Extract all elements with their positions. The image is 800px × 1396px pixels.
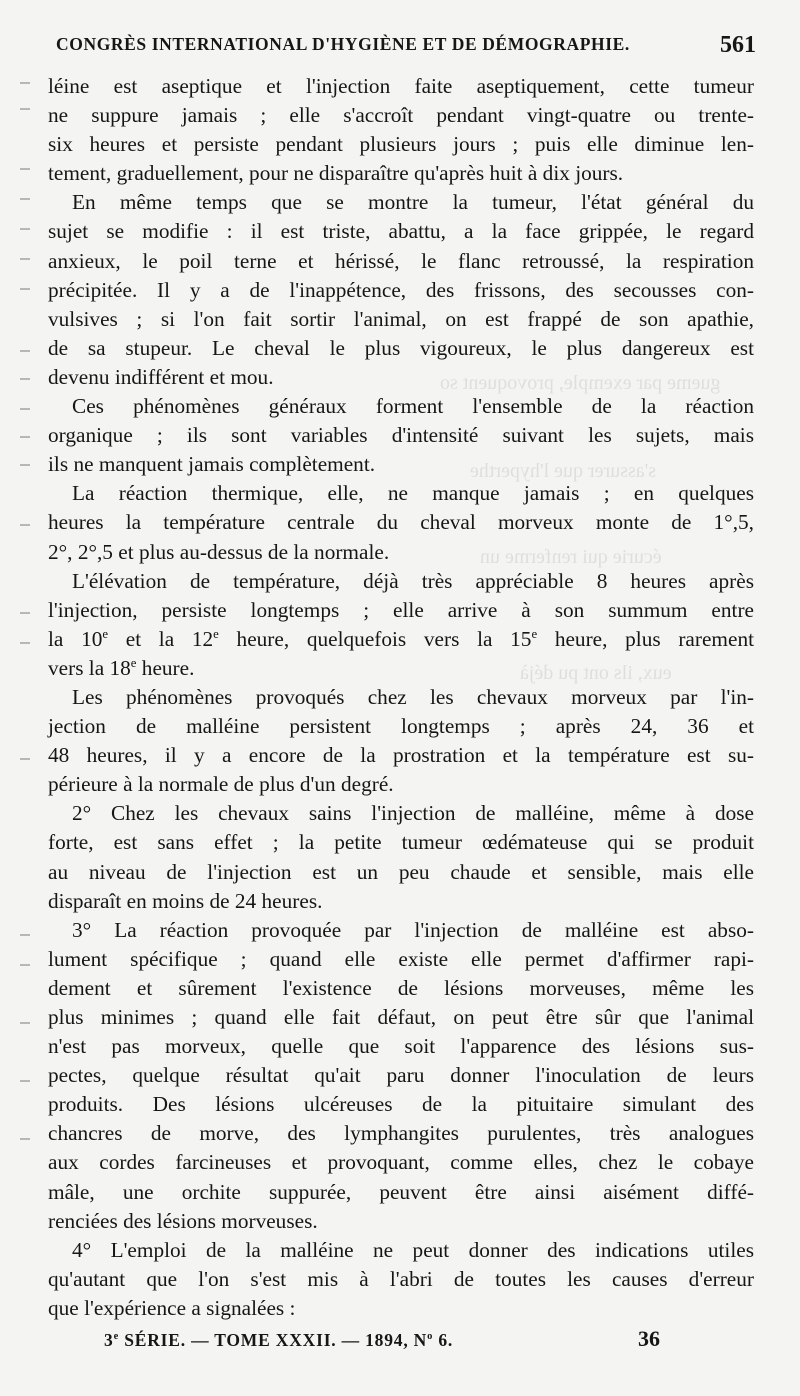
text-line: L'élévation de température, déjà très appréciable 8 heures après [72, 568, 754, 593]
verso-show-through: gueme par exemple, provoquent so [440, 372, 721, 394]
text-line: ne suppure jamais ; elle s'accroît pendant vingt-quatre ou trente- [48, 103, 754, 128]
text-line: 4° L'emploi de la malléine ne peut donner des indications utiles [72, 1237, 754, 1262]
text-line: heures la température centrale du cheval morveux monte de 1°,5, [48, 510, 754, 535]
text-line: au niveau de l'injection est un peu chaude et sensible, mais elle [48, 859, 754, 884]
text-line: dement et sûrement l'existence de lésions morveuses, même les [48, 975, 754, 1000]
text-line: organique ; ils sont variables d'intensité suivant les sujets, mais [48, 423, 754, 448]
text-line: tement, graduellement, pour ne disparaître qu'après huit à dix jours. [48, 161, 624, 186]
text-line: périeure à la normale de plus d'un degré. [48, 772, 394, 797]
text-line: jection de malléine persistent longtemps ; après 24, 36 et [48, 714, 754, 739]
text-line: plus minimes ; quand elle fait défaut, on peut être sûr que l'animal [48, 1005, 754, 1029]
text-line: n'est pas morveux, quelle que soit l'apparence des lésions sus- [48, 1034, 754, 1059]
series-signature: 3e SÉRIE. — TOME XXXII. — 1894, $N^o$ 6. [104, 1330, 454, 1350]
verso-show-through: eux, ils ont pu déjà [520, 662, 672, 684]
text-line: léine est aseptique et l'injection faite aseptiquement, cette tumeur [48, 74, 754, 98]
text-line: 2°, 2°,5 et plus au-dessus de la normale. [48, 539, 390, 564]
text-line: devenu indifférent et mou. [48, 364, 274, 389]
text-line: 2° Chez les chevaux sains l'injection de malléine, même à dose [72, 801, 754, 826]
text-line: disparaît en moins de 24 heures. [48, 888, 323, 913]
text-line: En même temps que se montre la tumeur, l'état général du [72, 190, 754, 215]
signature-footer [104, 1328, 660, 1362]
body-text [48, 72, 754, 1323]
text-line: renciées des lésions morveuses. [48, 1208, 318, 1233]
text-line: précipitée. Il y a de l'inappétence, des frissons, des secousses con- [48, 277, 754, 302]
text-line: forte, est sans effet ; la petite tumeur œdémateuse qui se produit [48, 830, 754, 855]
text-line: Ces phénomènes généraux forment l'ensemble de la réaction [72, 394, 754, 419]
verso-show-through: écurie qui renferme un [480, 546, 662, 568]
text-line: 48 heures, il y a encore de la prostration et la température est su- [48, 743, 754, 768]
text-line: que l'expérience a signalées : [48, 1295, 296, 1320]
text-line: La réaction thermique, elle, ne manque jamais ; en quelques [72, 481, 754, 506]
text-line: qu'autant que l'on s'est mis à l'abri de toutes les causes d'erreur [48, 1266, 754, 1291]
margin-marks [20, 72, 42, 1332]
text-line: vers la 18e heure. [48, 655, 195, 680]
text-line: anxieux, le poil terne et hérissé, le flanc retroussé, la respiration [48, 248, 754, 273]
sheet-number: 36 [638, 1326, 660, 1351]
running-title: CONGRÈS INTERNATIONAL D'HYGIÈNE ET DE DÉMOGRAPHIE. [56, 34, 630, 54]
text-line: l'injection, persiste longtemps ; elle arrive à son summum entre [48, 597, 754, 622]
text-line: six heures et persiste pendant plusieurs jours ; puis elle diminue len- [48, 132, 754, 157]
text-line: sujet se modifie : il est triste, abattu, a la face grippée, le regard [48, 219, 754, 244]
page-number: 561 [720, 32, 756, 58]
text-line: la 10e et la 12e heure, quelquefois vers la 15e heure, plus rarement [48, 626, 755, 651]
text-line: 3° La réaction provoquée par l'injection de malléine est abso- [72, 917, 754, 942]
text-line: de sa stupeur. Le cheval le plus vigoureux, le plus dangereux est [48, 335, 754, 360]
text-line: pectes, quelque résultat qu'ait paru donner l'inoculation de leurs [48, 1063, 754, 1088]
verso-show-through: s'assurer que l'hyperthe [470, 460, 657, 482]
text-line: lument spécifique ; quand elle existe elle permet d'affirmer rapi- [48, 946, 754, 971]
text-line: chancres de morve, des lymphangites purulentes, très analogues [48, 1121, 754, 1146]
text-line: aux cordes farcineuses et provoquant, comme elles, chez le cobaye [48, 1150, 754, 1175]
text-line: produits. Des lésions ulcéreuses de la pituitaire simulant des [48, 1092, 754, 1117]
running-header [56, 34, 756, 68]
text-line: ils ne manquent jamais complètement. [48, 452, 376, 477]
text-line: mâle, une orchite suppurée, peuvent être ainsi aisément diffé- [48, 1179, 754, 1204]
text-line: vulsives ; si l'on fait sortir l'animal, on est frappé de son apathie, [48, 306, 754, 331]
text-line: Les phénomènes provoqués chez les chevaux morveux par l'in- [72, 684, 754, 709]
